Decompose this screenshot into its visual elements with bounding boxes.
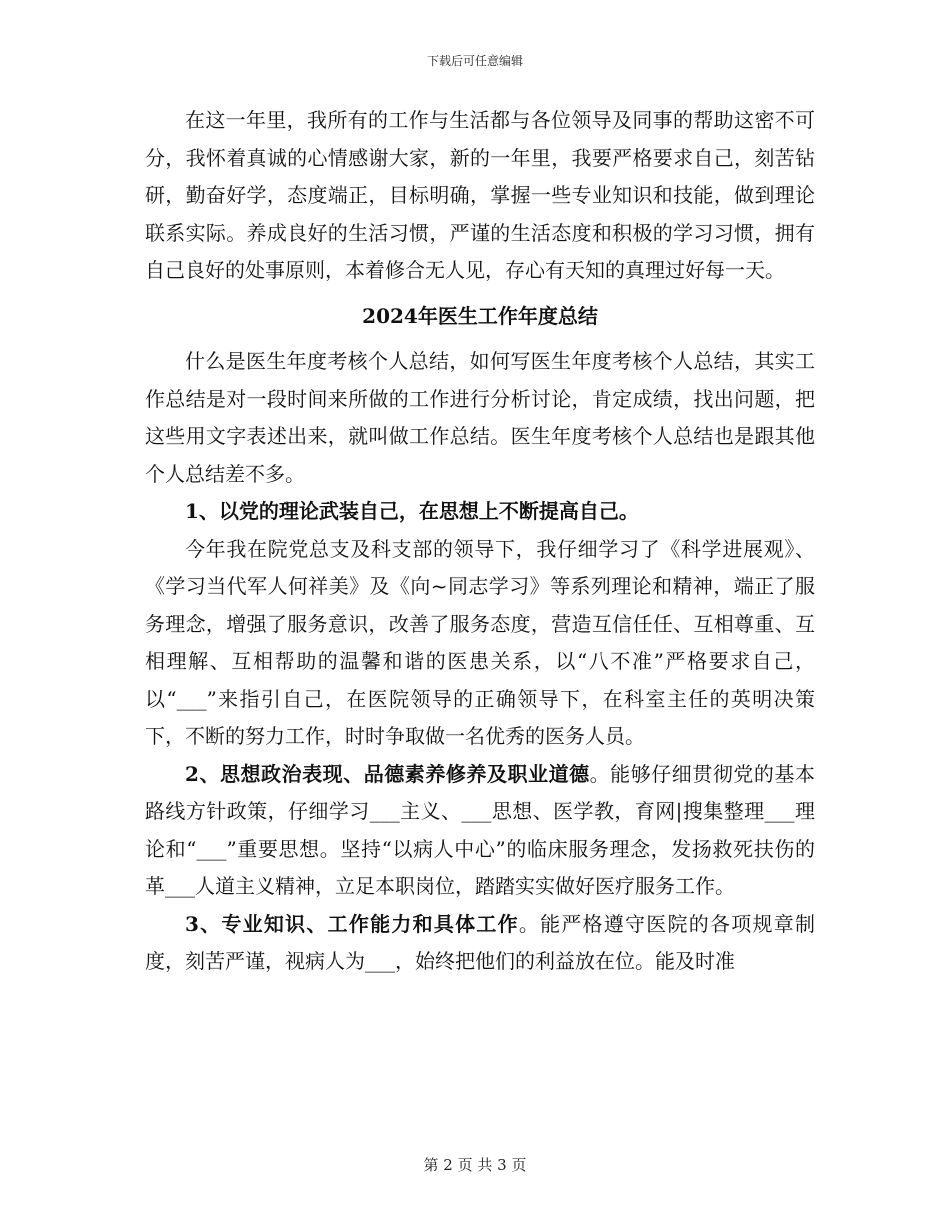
- paragraph-section-2: [145, 756, 815, 906]
- paragraph-section-3: [145, 906, 815, 981]
- page-header: 下载后可任意编辑: [426, 54, 523, 68]
- page-footer: 第 2 页 共 3 页: [423, 1156, 527, 1174]
- document-body: [145, 102, 815, 981]
- document-title: 2024年医生工作年度总结: [362, 303, 598, 328]
- section-heading-2: 2、思想政治表现、品德素养修养及职业道德: [185, 761, 590, 786]
- section-heading-1: 1、以党的理论武装自己，在思想上不断提高自己。: [185, 499, 639, 523]
- paragraph-intro: 什么是医生年度考核个人总结，如何写医生年度考核个人总结，其实工作总结是对一段时间来所做的工作进行分析讨论，肯定成绩，找出问题，把这些用文字表述出来，就叫做工作总结。医生年度考核个人总结也是跟其他个人总结差不多。: [145, 349, 815, 486]
- section-2-text: 。能够仔细贯彻党的基本路线方针政策，仔细学习___主义、___思想、医学教，育网|搜集整理___理论和“___”重要思想。坚持“以病人中心”的临床服务理念，发扬救死扶伤的革___人道主义精神，立足本职岗位，踏踏实实做好医疗服务工作。: [145, 761, 815, 898]
- paragraph-closing: 在这一年里，我所有的工作与生活都与各位领导及同事的帮助这密不可分，我怀着真诚的心情感谢大家，新的一年里，我要严格要求自己，刻苦钻研，勤奋好学，态度端正，目标明确，掌握一些专业知识和技能，做到理论联系实际。养成良好的生活习惯，严谨的生活态度和积极的学习习惯，拥有自己良好的处事原则，本着修合无人见，存心有天知的真理过好每一天。: [145, 108, 815, 282]
- section-heading-3: 3、专业知识、工作能力和具体工作: [185, 911, 519, 936]
- section-3-text: 。能严格遵守医院的各项规章制度，刻苦严谨，视病人为___，始终把他们的利益放在位。能及时准: [145, 911, 816, 973]
- paragraph-section-1: 今年我在院党总支及科支部的领导下，我仔细学习了《科学进展观》、《学习当代军人何祥美》及《向~同志学习》等系列理论和精神，端正了服务理念，增强了服务意识，改善了服务态度，营造互信任任、互相尊重、互相理解、互相帮助的温馨和谐的医患关系，以“八不准”严格要求自己，以“___”来指引自己，在医院领导的正确领导下，在科室主任的英明决策下，不断的努力工作，时时争取做一名优秀的医务人员。: [145, 536, 815, 748]
